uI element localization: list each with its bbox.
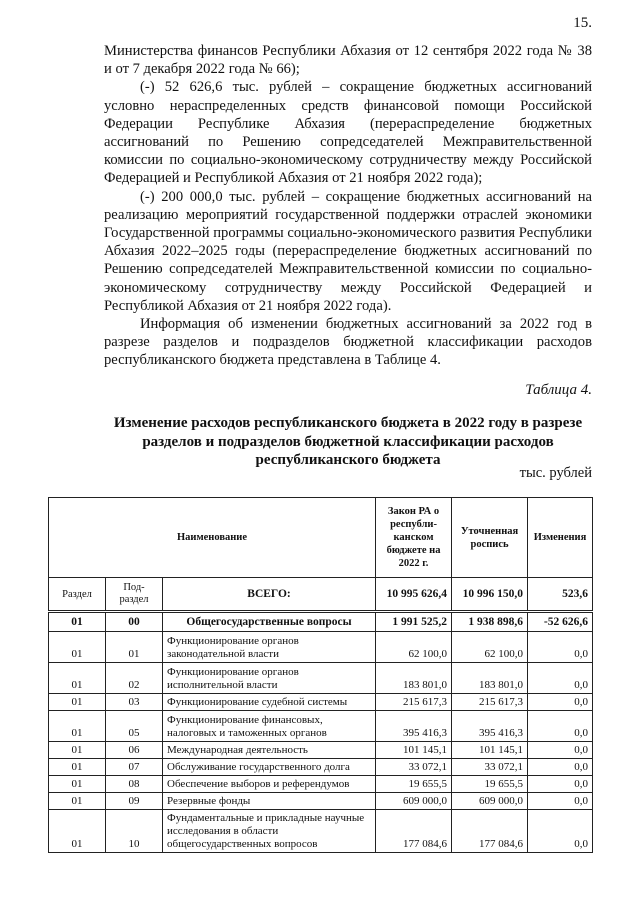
cell-section: 01 xyxy=(49,711,106,742)
paragraph: Информация об изменении бюджетных ассигнований за 2022 год в разрезе разделов и подразделов бюджетной классификации расходов республиканского бюджета представлена в Таблице 4. xyxy=(104,316,592,369)
page-number: 15. xyxy=(573,15,592,31)
cell-section: 01 xyxy=(49,810,106,853)
cell-change: 0,0 xyxy=(528,742,593,759)
header-name: Наименование xyxy=(49,498,376,578)
cell-law: 183 801,0 xyxy=(376,663,452,694)
cell-subsection: 03 xyxy=(106,694,163,711)
cell-change: 0,0 xyxy=(528,694,593,711)
cell-name: Функционирование судебной системы xyxy=(163,694,376,711)
cell-subsection: 10 xyxy=(106,810,163,853)
header-subsection: Под-раздел xyxy=(106,578,163,612)
total-change: 523,6 xyxy=(528,578,593,612)
cell-revised: 177 084,6 xyxy=(452,810,528,853)
cell-law: 19 655,5 xyxy=(376,776,452,793)
table-row xyxy=(49,793,593,810)
header-law: Закон РА о республи-канском бюджете на 2022 г. xyxy=(376,498,452,578)
cell-subsection: 02 xyxy=(106,663,163,694)
cell-law: 395 416,3 xyxy=(376,711,452,742)
cell-change: 0,0 xyxy=(528,711,593,742)
cell-revised: 62 100,0 xyxy=(452,632,528,663)
cell-law: 215 617,3 xyxy=(376,694,452,711)
cell-revised: 33 072,1 xyxy=(452,759,528,776)
cell-section: 01 xyxy=(49,663,106,694)
cell-change: 0,0 xyxy=(528,776,593,793)
cell-change: 0,0 xyxy=(528,793,593,810)
cell-name: Фундаментальные и прикладные научные исследования в области общегосударственных вопросов xyxy=(163,810,376,853)
body-text xyxy=(104,42,592,370)
cell-revised: 395 416,3 xyxy=(452,711,528,742)
table-row xyxy=(49,694,593,711)
cell-revised: 101 145,1 xyxy=(452,742,528,759)
cell-law: 1 991 525,2 xyxy=(376,612,452,632)
cell-change: 0,0 xyxy=(528,632,593,663)
cell-subsection: 08 xyxy=(106,776,163,793)
cell-subsection: 01 xyxy=(106,632,163,663)
cell-section: 01 xyxy=(49,632,106,663)
table-row xyxy=(49,711,593,742)
paragraph: Министерства финансов Республики Абхазия от 12 сентября 2022 года № 38 и от 7 декабря 2022 года № 66); xyxy=(104,43,592,78)
cell-revised: 1 938 898,6 xyxy=(452,612,528,632)
cell-revised: 609 000,0 xyxy=(452,793,528,810)
cell-revised: 19 655,5 xyxy=(452,776,528,793)
table-section-row xyxy=(49,612,593,632)
cell-law: 609 000,0 xyxy=(376,793,452,810)
budget-table xyxy=(48,497,593,853)
cell-change: 0,0 xyxy=(528,810,593,853)
cell-revised: 215 617,3 xyxy=(452,694,528,711)
table-caption: Таблица 4. xyxy=(525,382,592,398)
cell-name: Функционирование органов исполнительной власти xyxy=(163,663,376,694)
cell-law: 33 072,1 xyxy=(376,759,452,776)
cell-name: Международная деятельность xyxy=(163,742,376,759)
cell-name: Обеспечение выборов и референдумов xyxy=(163,776,376,793)
cell-revised: 183 801,0 xyxy=(452,663,528,694)
units-label: тыс. рублей xyxy=(519,465,592,481)
cell-law: 177 084,6 xyxy=(376,810,452,853)
total-label: ВСЕГО: xyxy=(163,578,376,612)
table-row xyxy=(49,742,593,759)
total-law: 10 995 626,4 xyxy=(376,578,452,612)
cell-section: 01 xyxy=(49,742,106,759)
cell-name: Обслуживание государственного долга xyxy=(163,759,376,776)
table-row xyxy=(49,776,593,793)
cell-section: 01 xyxy=(49,694,106,711)
table-row xyxy=(49,759,593,776)
table-row xyxy=(49,632,593,663)
cell-name: Функционирование финансовых, налоговых и таможенных органов xyxy=(163,711,376,742)
paragraph: (-) 52 626,6 тыс. рублей – сокращение бюджетных ассигнований условно нераспределенных средств финансовой помощи Российской Федерации Республике Абхазия (перераспределение бюджетных ассигнований по Решению сопредседателей Межправительственной комиссии по социально-экономическому сотрудничеству между Российской Федерацией и Республикой Абхазия от 21 ноября 2022 года); xyxy=(104,79,592,187)
cell-subsection: 06 xyxy=(106,742,163,759)
cell-subsection: 09 xyxy=(106,793,163,810)
cell-name: Общегосударственные вопросы xyxy=(163,612,376,632)
cell-section: 01 xyxy=(49,612,106,632)
cell-subsection: 05 xyxy=(106,711,163,742)
cell-law: 101 145,1 xyxy=(376,742,452,759)
cell-subsection: 07 xyxy=(106,759,163,776)
cell-subsection: 00 xyxy=(106,612,163,632)
cell-change: -52 626,6 xyxy=(528,612,593,632)
total-revised: 10 996 150,0 xyxy=(452,578,528,612)
cell-section: 01 xyxy=(49,793,106,810)
cell-section: 01 xyxy=(49,776,106,793)
cell-law: 62 100,0 xyxy=(376,632,452,663)
table-row xyxy=(49,810,593,853)
cell-name: Функционирование органов законодательной власти xyxy=(163,632,376,663)
paragraph: (-) 200 000,0 тыс. рублей – сокращение бюджетных ассигнований на реализацию мероприятий государственной поддержки отраслей экономики Государственной программы социально-экономического развития Республики Абхазия 2022–2025 годы (перераспределение бюджетных ассигнований по Решению сопредседателей Межправительственной комиссии по социально-экономическому сотрудничеству между Российской Федерацией и Республикой Абхазия от 21 ноября 2022 года). xyxy=(104,188,592,314)
cell-change: 0,0 xyxy=(528,759,593,776)
table-row xyxy=(49,663,593,694)
header-change: Изменения xyxy=(528,498,593,578)
cell-section: 01 xyxy=(49,759,106,776)
cell-name: Резервные фонды xyxy=(163,793,376,810)
header-revised: Уточненная роспись xyxy=(452,498,528,578)
table-title: Изменение расходов республиканского бюджета в 2022 году в разрезе разделов и подразделов бюджетной классификации расходов республиканского бюджета xyxy=(113,415,583,468)
header-section: Раздел xyxy=(49,578,106,612)
cell-change: 0,0 xyxy=(528,663,593,694)
